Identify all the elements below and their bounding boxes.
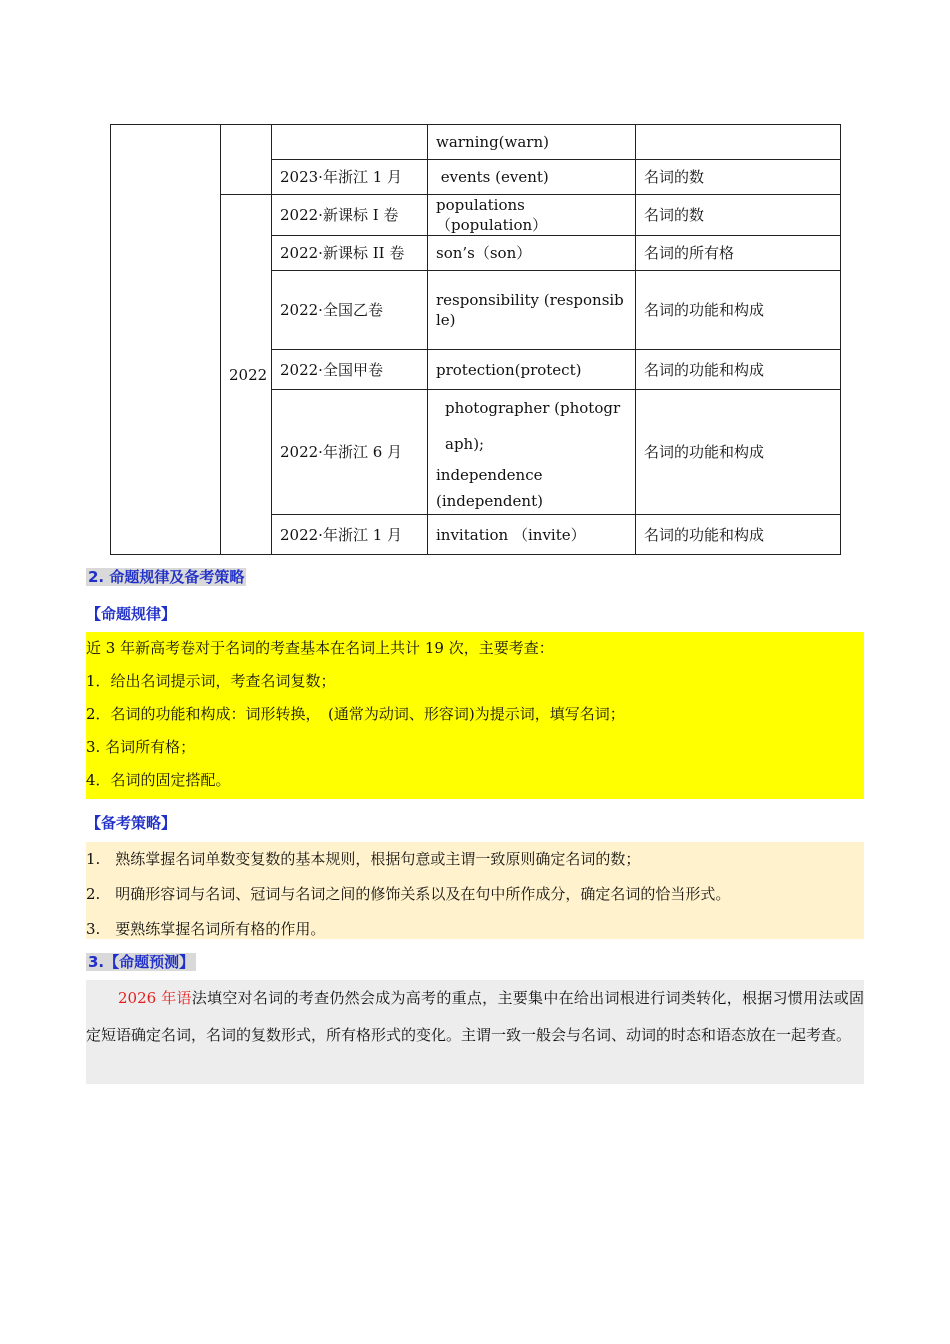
- prediction-paragraph: [86, 980, 864, 1044]
- point-cell: [636, 125, 841, 160]
- answer-line: independence (independent): [436, 466, 543, 510]
- point-cell: 名词的功能和构成: [636, 350, 841, 390]
- source-cell: 2022·新课标 II 卷: [272, 236, 428, 271]
- table-row: [111, 125, 841, 160]
- prediction-year: 2026 年语: [118, 989, 192, 1007]
- rule-box: [86, 632, 864, 799]
- answer-cell: responsibility (responsible): [428, 271, 636, 350]
- rule-line: 4．名词的固定搭配。: [86, 771, 231, 789]
- section3-title: [86, 952, 196, 972]
- source-cell: 2023·年浙江 1 月: [272, 160, 428, 195]
- category-cell: [111, 125, 221, 555]
- point-cell: 名词的功能和构成: [636, 271, 841, 350]
- strategy-box: [86, 842, 864, 939]
- point-cell: 名词的功能和构成: [636, 515, 841, 555]
- exam-table: [110, 124, 841, 555]
- prediction-text: 法填空对名词的考查仍然会成为高考的重点，主要集中在给出词根进行词类转化，根据习惯用法或固定短语确定名词，名词的复数形式，所有格形式的变化。主谓一致一般会与名词、动词的时态和语态放在一起考查。: [86, 989, 864, 1044]
- answer-cell: protection(protect): [428, 350, 636, 390]
- answer-cell: warning(warn): [428, 125, 636, 160]
- point-cell: 名词的功能和构成: [636, 390, 841, 515]
- answer-cell: [428, 390, 636, 515]
- year-cell-2022: 2022: [221, 195, 272, 555]
- prediction-box: [86, 980, 864, 1084]
- strategy-line: 3. 要熟练掌握名词所有格的作用。: [86, 920, 326, 938]
- source-cell: [272, 125, 428, 160]
- answer-line: photographer (photograph);: [445, 399, 621, 453]
- rule-line: 近 3 年新高考卷对于名词的考查基本在名词上共计 19 次，主要考查：: [86, 639, 554, 657]
- section2-title: [86, 567, 246, 587]
- source-cell: 2022·全国甲卷: [272, 350, 428, 390]
- answer-cell: son’s（son）: [428, 236, 636, 271]
- year-cell-2023: [221, 125, 272, 195]
- source-cell: 2022·年浙江 6 月: [272, 390, 428, 515]
- section3-title-text: 3.【命题预测】: [88, 953, 195, 971]
- point-cell: 名词的数: [636, 195, 841, 236]
- answer-cell: events (event): [428, 160, 636, 195]
- source-cell: 2022·全国乙卷: [272, 271, 428, 350]
- section2-title-text: 2. 命题规律及备考策略: [88, 568, 245, 586]
- source-cell: 2022·年浙江 1 月: [272, 515, 428, 555]
- rule-line: 2．名词的功能和构成：词形转换， (通常为动词、形容词)为提示词，填写名词；: [86, 705, 625, 723]
- answer-cell: populations（population）: [428, 195, 636, 236]
- rule-line: 1．给出名词提示词，考查名词复数；: [86, 672, 336, 690]
- point-cell: 名词的所有格: [636, 236, 841, 271]
- rule-heading: 【命题规律】: [86, 605, 177, 623]
- rule-line: 3. 名词所有格；: [86, 738, 196, 756]
- strategy-heading: 【备考策略】: [86, 814, 177, 832]
- answer-cell: invitation （invite）: [428, 515, 636, 555]
- source-cell: 2022·新课标 I 卷: [272, 195, 428, 236]
- strategy-line: 1. 熟练掌握名词单数变复数的基本规则，根据句意或主谓一致原则确定名词的数；: [86, 850, 641, 868]
- table-row: [111, 195, 841, 236]
- point-cell: 名词的数: [636, 160, 841, 195]
- strategy-line: 2. 明确形容词与名词、冠词与名词之间的修饰关系以及在句中所作成分，确定名词的恰当形式。: [86, 885, 731, 903]
